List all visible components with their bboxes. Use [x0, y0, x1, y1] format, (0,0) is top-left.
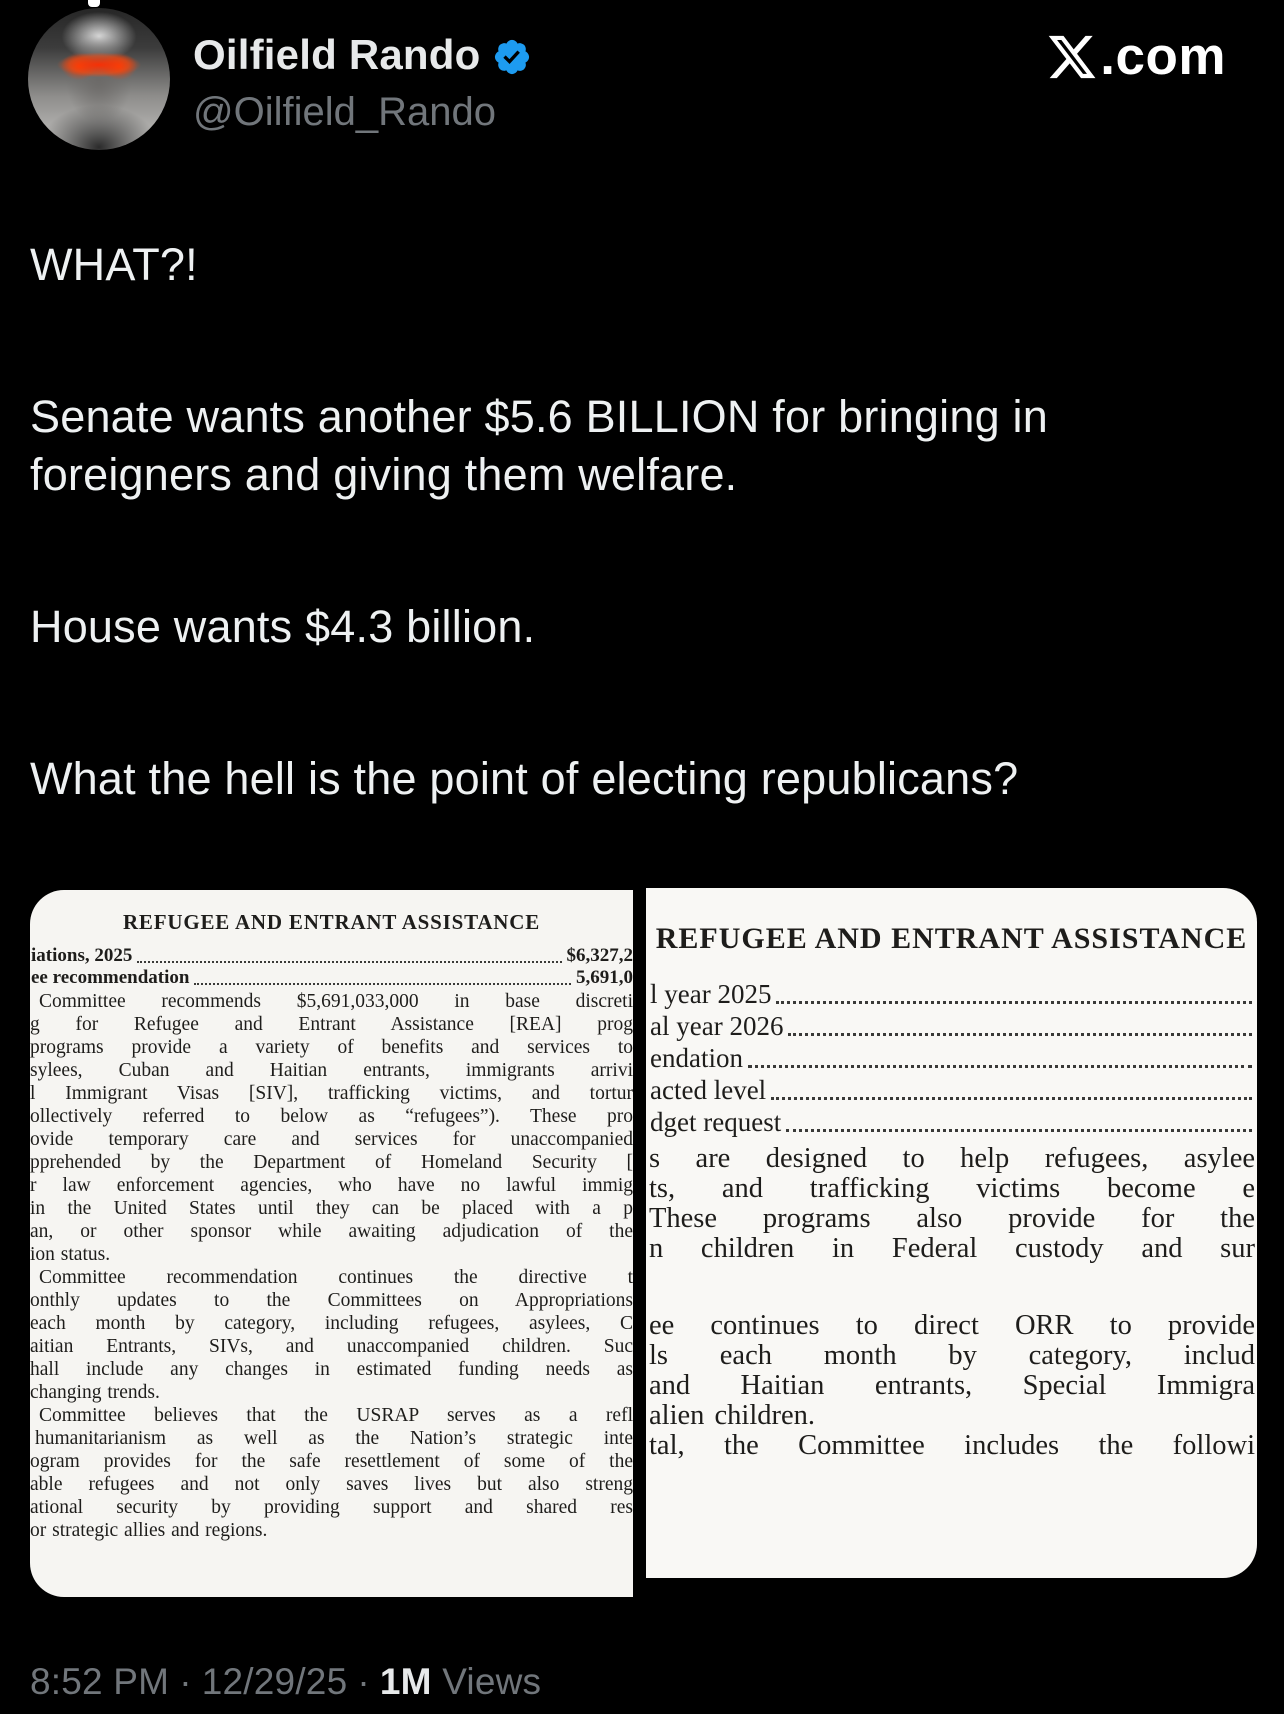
- verified-badge-icon: [492, 37, 532, 77]
- document-line: ts, and trafficking victims become e: [649, 1174, 1255, 1204]
- separator-dot: ·: [179, 1661, 192, 1702]
- tweet-paragraph: Senate wants another $5.6 BILLION for bringing in foreigners and giving them welfare.: [30, 391, 1048, 500]
- document-line: and Haitian entrants, Special Immigra: [649, 1371, 1255, 1401]
- ledger-row: [650, 1042, 1257, 1074]
- document-line: These programs also provide for the: [649, 1204, 1255, 1234]
- watermark-text: .com: [1100, 27, 1226, 86]
- document-line: Committee recommends $5,691,033,000 in base discreti: [39, 991, 633, 1012]
- document-line: pprehended by the Department of Homeland Security [: [30, 1152, 633, 1173]
- ledger-row: [650, 978, 1257, 1010]
- document-line: alien children.: [649, 1401, 816, 1431]
- tweet-paragraph: WHAT?!: [30, 239, 198, 290]
- document-line: g for Refugee and Entrant Assistance [REA] prog: [30, 1014, 633, 1035]
- document-line: ogram provides for the safe resettlement of some of the: [30, 1451, 633, 1472]
- document-line: an, or other sponsor while awaiting adjudication of the: [30, 1221, 633, 1242]
- document-line: hall include any changes in estimated funding needs as: [30, 1359, 633, 1380]
- dot-leader: [776, 1001, 1252, 1004]
- avatar[interactable]: [28, 8, 170, 150]
- tweet-paragraph: What the hell is the point of electing republicans?: [30, 753, 1019, 804]
- ledger-label: ee recommendation: [31, 967, 190, 988]
- document-line: programs provide a variety of benefits and services to: [30, 1037, 633, 1058]
- dot-leader: [137, 961, 561, 963]
- document-line: or strategic allies and regions.: [30, 1520, 268, 1541]
- cropped-ui-fragment: [88, 0, 100, 7]
- tweet-text: [30, 236, 1180, 808]
- date: 12/29/25: [201, 1661, 348, 1702]
- dot-leader: [748, 1065, 1252, 1068]
- ledger-label: iations, 2025: [31, 945, 133, 966]
- document-line: able refugees and not only saves lives but also streng: [30, 1474, 633, 1495]
- ledger-row: [30, 967, 633, 989]
- document-line: tal, the Committee includes the followi: [649, 1431, 1255, 1461]
- x-logo-icon: [1046, 31, 1098, 83]
- document-line: each month by category, including refugees, asylees, C: [30, 1313, 633, 1334]
- document-line: Committee recommendation continues the directive t: [39, 1267, 633, 1288]
- ledger-row: [650, 1010, 1257, 1042]
- document-body-text: [646, 1144, 1257, 1264]
- ledger-label: al year 2026: [650, 1011, 784, 1041]
- ledger-label: dget request: [650, 1107, 782, 1137]
- document-line: Committee believes that the USRAP serves as a refl: [39, 1405, 633, 1426]
- document-line: humanitarianism as well as the Nation’s strategic inte: [35, 1428, 633, 1449]
- document-line: ovide temporary care and services for unaccompanied: [30, 1129, 633, 1150]
- document-body-text: [646, 1311, 1257, 1461]
- tweet-paragraph: House wants $4.3 billion.: [30, 601, 536, 652]
- document-line: aitian Entrants, SIVs, and unaccompanied children. Suc: [30, 1336, 633, 1357]
- dot-leader: [786, 1129, 1252, 1132]
- tweet-metadata: [30, 1660, 541, 1704]
- author-block: [193, 30, 532, 136]
- dot-leader: [771, 1097, 1252, 1100]
- document-line: ion status.: [30, 1244, 111, 1265]
- document-page-right: [646, 888, 1257, 1578]
- document-line: ollectively referred to below as “refugees”). These pro: [30, 1106, 633, 1127]
- document-line: l Immigrant Visas [SIV], trafficking victims, and tortur: [30, 1083, 633, 1104]
- dot-leader: [194, 983, 571, 985]
- display-name[interactable]: Oilfield Rando: [193, 31, 481, 78]
- document-title: REFUGEE AND ENTRANT ASSISTANCE: [655, 922, 1248, 955]
- appropriations-ledger: [646, 978, 1257, 1138]
- document-line: in the United States until they can be placed with a p: [30, 1198, 633, 1219]
- document-line: s are designed to help refugees, asylee: [649, 1144, 1255, 1174]
- ledger-value: $6,327,2: [566, 945, 633, 966]
- user-handle[interactable]: @Oilfield_Rando: [193, 90, 496, 134]
- timestamp: 8:52 PM: [30, 1661, 170, 1702]
- dot-leader: [788, 1033, 1252, 1036]
- document-line: onthly updates to the Committees on Appropriations: [30, 1290, 633, 1311]
- ledger-label: endation: [650, 1043, 743, 1073]
- document-line: changing trends.: [30, 1382, 160, 1403]
- ledger-row: [650, 1074, 1257, 1106]
- appropriations-ledger: [30, 945, 633, 989]
- ledger-row: [30, 945, 633, 967]
- document-line: ee continues to direct ORR to provide: [649, 1311, 1255, 1341]
- separator-dot: ·: [357, 1661, 370, 1702]
- ledger-label: l year 2025: [650, 979, 772, 1009]
- document-title: REFUGEE AND ENTRANT ASSISTANCE: [122, 910, 541, 934]
- document-line: n children in Federal custody and sur: [649, 1234, 1255, 1264]
- views-count: 1M: [379, 1661, 432, 1702]
- document-line: ls each month by category, includ: [649, 1341, 1255, 1371]
- document-body-text: [30, 990, 633, 1542]
- document-line: ational security by providing support and shared res: [30, 1497, 633, 1518]
- x-com-watermark: [1046, 26, 1226, 87]
- document-line: r law enforcement agencies, who have no lawful immig: [30, 1175, 633, 1196]
- document-line: sylees, Cuban and Haitian entrants, immigrants arrivi: [30, 1060, 633, 1081]
- views-label: Views: [442, 1661, 542, 1702]
- document-page-left: [30, 890, 633, 1597]
- ledger-value: 5,691,0: [576, 967, 633, 988]
- ledger-row: [650, 1106, 1257, 1138]
- ledger-label: acted level: [650, 1075, 767, 1105]
